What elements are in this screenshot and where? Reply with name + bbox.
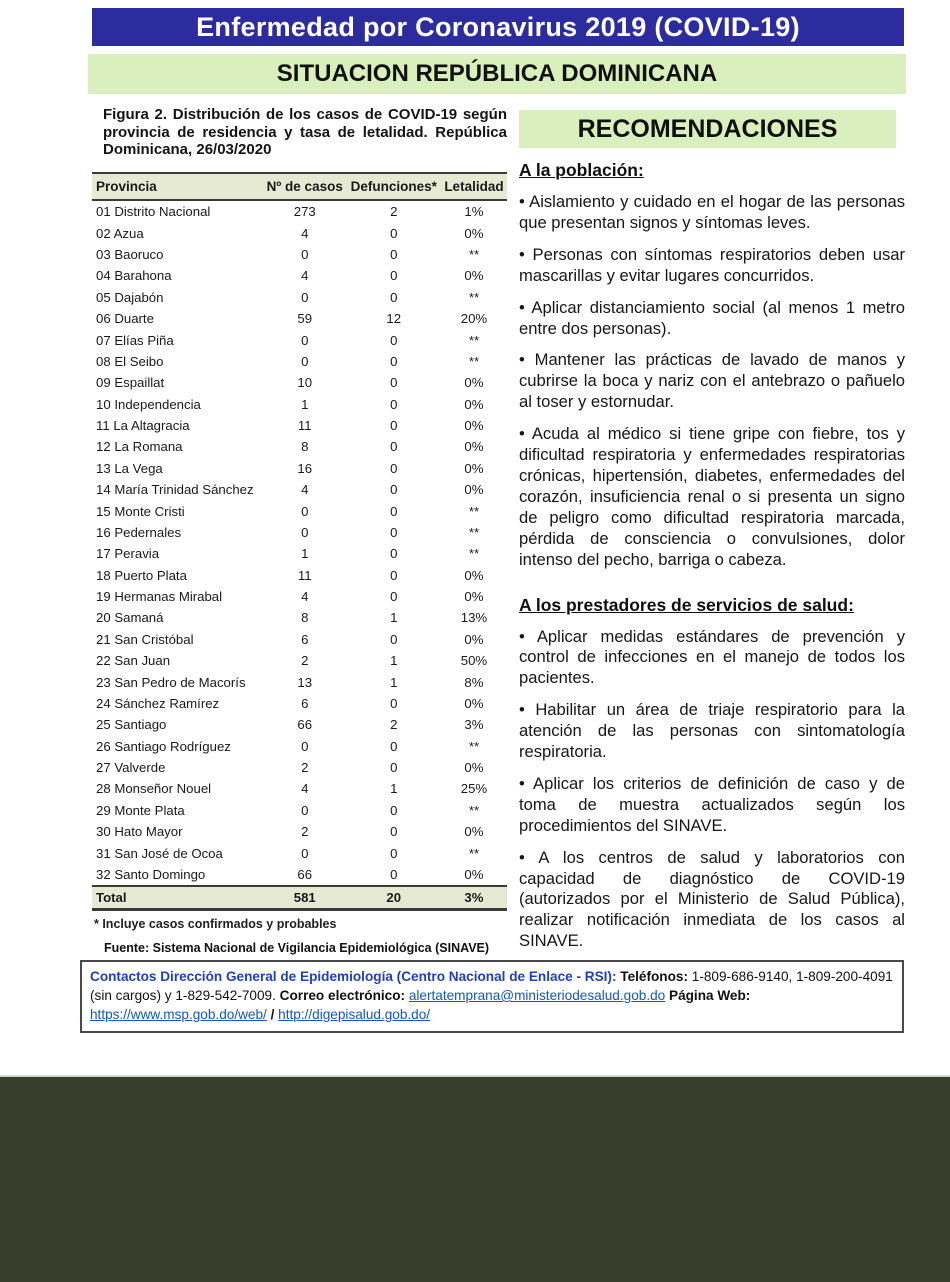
value-cell: 0 <box>390 396 398 412</box>
bullet-item: • Habilitar un área de triaje respiratorio para la atención de las personas con sintomatología respiratoria. <box>519 700 905 762</box>
province-cell: 24 Sánchez Ramírez <box>96 695 220 711</box>
bottom-dark-strip <box>0 1075 950 1282</box>
table-row <box>92 693 507 714</box>
table-row <box>92 244 507 265</box>
value-cell: 0 <box>390 375 398 391</box>
table-row <box>92 436 507 457</box>
value-cell: 25% <box>460 781 488 797</box>
value-cell: 0 <box>390 546 398 562</box>
table-row <box>92 586 507 607</box>
bullet-item: • Aplicar los criterios de definición de caso y de toma de muestra actualizados según los procedimientos del SINAVE. <box>519 773 905 835</box>
province-cell: 22 San Juan <box>96 653 171 669</box>
province-cell: 21 San Cristóbal <box>96 631 194 647</box>
value-cell: 0% <box>464 375 484 391</box>
value-cell: 0 <box>301 289 309 305</box>
email-link[interactable]: alertatemprana@ministeriodesalud.gob.do <box>408 988 666 1004</box>
table-row <box>92 821 507 842</box>
table-row <box>92 393 507 414</box>
bullet-item: • Mantener las prácticas de lavado de manos y cubrirse la boca y nariz con el antebrazo o pañuelo al toser y estornudar. <box>519 350 905 412</box>
value-cell: 0 <box>390 289 398 305</box>
province-cell: 15 Monte Cristi <box>96 503 185 519</box>
value-cell: 0 <box>390 695 398 711</box>
value-cell: ** <box>468 802 480 818</box>
web-link-digepi[interactable]: http://digepisalud.gob.do/ <box>278 1007 431 1023</box>
province-cell: 18 Puerto Plata <box>96 567 187 583</box>
value-cell: 0 <box>301 524 309 540</box>
value-cell: 0 <box>390 802 398 818</box>
value-cell: 0 <box>390 631 398 647</box>
table-row <box>92 415 507 436</box>
section-heading: A los prestadores de servicios de salud: <box>519 594 854 615</box>
recommendations-column <box>519 110 905 963</box>
value-cell: 0 <box>390 225 398 241</box>
value-cell: 0 <box>301 802 309 818</box>
bullet-item: • A los centros de salud y laboratorios con capacidad de diagnóstico de COVID-19 (autorizados por el Ministerio de Salud Pública), realizar notificación inmediata de los casos al SINAVE. <box>519 847 905 951</box>
province-table-foot <box>92 886 507 910</box>
table-row <box>92 458 507 479</box>
value-cell: 13 <box>297 674 313 690</box>
value-cell: ** <box>468 247 480 262</box>
value-cell: 8 <box>301 610 309 626</box>
value-cell: 1 <box>390 674 398 690</box>
province-cell: 20 Samaná <box>96 610 164 626</box>
col-header-casos: Nº de casos <box>263 173 347 200</box>
value-cell: 0 <box>301 332 309 348</box>
table-row <box>92 500 507 521</box>
table-footnote: * Incluye casos confirmados y probables <box>94 917 337 932</box>
value-cell: 0% <box>464 460 484 476</box>
subtitle-banner <box>88 54 906 94</box>
value-cell: 50% <box>460 653 488 669</box>
value-cell: 0 <box>390 866 398 882</box>
value-cell: 1 <box>301 546 309 562</box>
table-row <box>92 842 507 863</box>
value-cell: 11 <box>297 418 312 433</box>
value-cell: 0 <box>390 589 398 604</box>
province-cell: 04 Barahona <box>96 268 172 284</box>
table-row <box>92 287 507 308</box>
value-cell: 0 <box>301 845 309 861</box>
value-cell: ** <box>468 353 480 369</box>
phones-label: Teléfonos: <box>620 969 688 984</box>
value-cell: ** <box>468 289 480 305</box>
table-row <box>92 265 507 286</box>
table-row <box>92 372 507 393</box>
value-cell: 0 <box>301 738 309 754</box>
recommendation-sections <box>519 160 905 952</box>
value-cell: 6 <box>301 695 309 711</box>
value-cell: 1 <box>390 781 398 797</box>
value-cell: 12 <box>386 311 402 327</box>
province-cell: 09 Espaillat <box>96 375 165 391</box>
value-cell: 16 <box>297 460 313 476</box>
province-cell: 19 Hermanas Mirabal <box>96 589 223 604</box>
value-cell: 2 <box>390 717 398 733</box>
value-cell: 0% <box>464 482 484 498</box>
value-cell: 8 <box>301 439 309 455</box>
table-row <box>92 671 507 692</box>
value-cell: 0 <box>301 353 309 369</box>
province-cell: 26 Santiago Rodríguez <box>96 738 231 754</box>
total-deaths: 20 <box>347 886 441 910</box>
web-link-msp[interactable]: https://www.msp.gob.do/web/ <box>90 1007 267 1023</box>
value-cell: 0 <box>390 247 398 262</box>
value-cell: 0% <box>464 824 484 840</box>
table-row <box>92 564 507 585</box>
value-cell: 1 <box>390 653 398 669</box>
value-cell: 11 <box>297 567 312 583</box>
value-cell: 66 <box>297 866 313 882</box>
recommendations-title: RECOMENDACIONES <box>577 114 838 143</box>
province-cell: 11 La Altagracia <box>96 418 190 433</box>
value-cell: 0% <box>464 631 484 647</box>
table-row <box>92 351 507 372</box>
table-row <box>92 329 507 350</box>
table-row <box>92 778 507 799</box>
table-row <box>92 308 507 329</box>
value-cell: 0% <box>464 225 484 241</box>
value-cell: 59 <box>297 311 313 327</box>
total-label: Total <box>92 886 263 910</box>
value-cell: 0% <box>464 589 484 604</box>
value-cell: ** <box>468 503 480 519</box>
title-banner <box>92 8 904 46</box>
value-cell: 0% <box>464 695 484 711</box>
source-line: Fuente: Sistema Nacional de Vigilancia Epidemiológica (SINAVE) <box>104 941 490 956</box>
value-cell: ** <box>468 524 480 540</box>
province-cell: 08 El Seibo <box>96 353 164 369</box>
value-cell: 0 <box>390 524 398 540</box>
table-row <box>92 735 507 756</box>
recommendations-banner <box>519 110 896 148</box>
province-cell: 13 La Vega <box>96 460 163 476</box>
province-table <box>92 172 507 911</box>
contact-box <box>80 960 904 1033</box>
value-cell: 0% <box>464 567 484 583</box>
province-cell: 30 Hato Mayor <box>96 824 183 840</box>
contact-heading: Contactos Dirección General de Epidemiología (Centro Nacional de Enlace - RSI): <box>90 969 617 984</box>
value-cell: ** <box>468 546 480 562</box>
province-cell: 05 Dajabón <box>96 289 164 305</box>
province-cell: 25 Santiago <box>96 717 167 733</box>
col-header-provincia: Provincia <box>92 173 263 200</box>
value-cell: 0 <box>390 503 398 519</box>
value-cell: 0 <box>301 247 309 262</box>
value-cell: ** <box>468 845 480 861</box>
value-cell: 2 <box>301 760 309 775</box>
bullet-item: • Personas con síntomas respiratorios deben usar mascarillas y evitar lugares concurridos. <box>519 244 905 285</box>
province-cell: 17 Peravia <box>96 546 160 562</box>
value-cell: 4 <box>301 225 309 241</box>
table-row <box>92 757 507 778</box>
province-cell: 03 Baoruco <box>96 247 164 262</box>
col-header-letalidad: Letalidad <box>441 173 507 200</box>
total-row <box>92 886 507 910</box>
value-cell: 0 <box>390 418 398 433</box>
value-cell: 0% <box>464 418 484 433</box>
web-link-separator: / <box>270 1007 275 1023</box>
value-cell: 66 <box>297 717 313 733</box>
value-cell: 0% <box>464 439 484 455</box>
province-cell: 31 San José de Ocoa <box>96 845 223 861</box>
value-cell: 0 <box>390 460 398 476</box>
province-table-head <box>92 173 507 200</box>
value-cell: 4 <box>301 781 309 797</box>
value-cell: 0 <box>390 845 398 861</box>
province-cell: 28 Monseñor Nouel <box>96 781 212 797</box>
value-cell: 0 <box>390 353 398 369</box>
value-cell: 4 <box>301 268 309 284</box>
value-cell: 0 <box>390 824 398 840</box>
province-cell: 02 Azua <box>96 225 144 241</box>
value-cell: 273 <box>293 204 316 220</box>
email-label: Correo electrónico: <box>279 988 406 1004</box>
value-cell: 1 <box>390 610 398 626</box>
value-cell: 13% <box>460 610 488 626</box>
value-cell: 0% <box>464 396 484 412</box>
value-cell: 0% <box>464 268 484 284</box>
figure-column <box>92 106 507 955</box>
province-cell: 14 María Trinidad Sánchez <box>96 482 254 498</box>
value-cell: 0 <box>301 503 309 519</box>
province-cell: 01 Distrito Nacional <box>96 204 211 220</box>
value-cell: 3% <box>464 717 484 733</box>
value-cell: 0% <box>464 760 484 775</box>
bullet-item: • Aislamiento y cuidado en el hogar de las personas que presentan signos y síntomas leves. <box>519 192 905 232</box>
province-cell: 16 Pedernales <box>96 524 182 540</box>
value-cell: ** <box>468 738 480 754</box>
value-cell: 20% <box>460 311 488 327</box>
phones-text: 1-809-686-9140, 1-809-200-4091 (sin cargos) y 1-829-542-7009. <box>90 969 893 1004</box>
bullet-item: • Acuda al médico si tiene gripe con fiebre, tos y dificultad respiratoria y enfermedades respiratorias crónicas, hipertensión, diabetes, enfermedades del corazón, insuficiencia renal o si presenta un signo de peligro como dificultad respiratoria marcada, pérdida de consciencia o convulsiones, dolor intenso del pecho, barriga o cabeza. <box>519 424 905 569</box>
province-cell: 07 Elías Piña <box>96 332 174 348</box>
value-cell: 8% <box>464 674 484 690</box>
value-cell: 0% <box>464 866 484 882</box>
total-lethality: 3% <box>441 886 507 910</box>
value-cell: 6 <box>301 631 309 647</box>
value-cell: 0 <box>390 760 398 775</box>
value-cell: 2 <box>301 824 309 840</box>
value-cell: 2 <box>301 653 309 669</box>
table-row <box>92 864 507 886</box>
value-cell: 1% <box>464 204 484 220</box>
province-cell: 12 La Romana <box>96 439 183 455</box>
header-row <box>92 173 507 200</box>
subtitle-banner-text: SITUACION REPÚBLICA DOMINICANA <box>276 60 718 87</box>
bullet-item: • Aplicar medidas estándares de prevención y control de infecciones en el manejo de todos los pacientes. <box>519 626 905 688</box>
value-cell: 0 <box>390 332 398 348</box>
province-cell: 06 Duarte <box>96 311 154 327</box>
table-row <box>92 222 507 243</box>
table-row <box>92 522 507 543</box>
section-heading: A la población: <box>519 160 644 180</box>
table-row <box>92 607 507 628</box>
value-cell: 0 <box>390 439 398 455</box>
value-cell: 0 <box>390 268 398 284</box>
bullet-item: • Aplicar distanciamiento social (al menos 1 metro entre dos personas). <box>519 297 905 338</box>
value-cell: 4 <box>301 589 309 604</box>
table-row <box>92 479 507 500</box>
province-table-body <box>92 200 507 886</box>
province-cell: 10 Independencia <box>96 396 201 412</box>
total-cases: 581 <box>263 886 347 910</box>
province-cell: 32 Santo Domingo <box>96 866 206 882</box>
province-cell: 29 Monte Plata <box>96 802 185 818</box>
table-row <box>92 200 507 222</box>
value-cell: ** <box>468 332 480 348</box>
province-cell: 23 San Pedro de Macorís <box>96 674 246 690</box>
table-row <box>92 629 507 650</box>
figure-caption: Figura 2. Distribución de los casos de COVID-19 según provincia de residencia y tasa de letalidad. República Dominicana, 26/03/2020 <box>103 106 507 159</box>
value-cell: 0 <box>390 738 398 754</box>
table-row <box>92 800 507 821</box>
value-cell: 10 <box>297 375 313 391</box>
table-row <box>92 714 507 735</box>
value-cell: 1 <box>301 396 309 412</box>
value-cell: 0 <box>390 482 398 498</box>
col-header-defunciones: Defunciones* <box>347 173 441 200</box>
value-cell: 0 <box>390 567 398 583</box>
table-row <box>92 543 507 564</box>
table-row <box>92 650 507 671</box>
value-cell: 4 <box>301 482 309 498</box>
title-banner-text: Enfermedad por Coronavirus 2019 (COVID-19) <box>196 11 800 42</box>
web-label: Página Web: <box>669 988 751 1004</box>
province-cell: 27 Valverde <box>96 760 166 775</box>
value-cell: 2 <box>390 204 398 220</box>
